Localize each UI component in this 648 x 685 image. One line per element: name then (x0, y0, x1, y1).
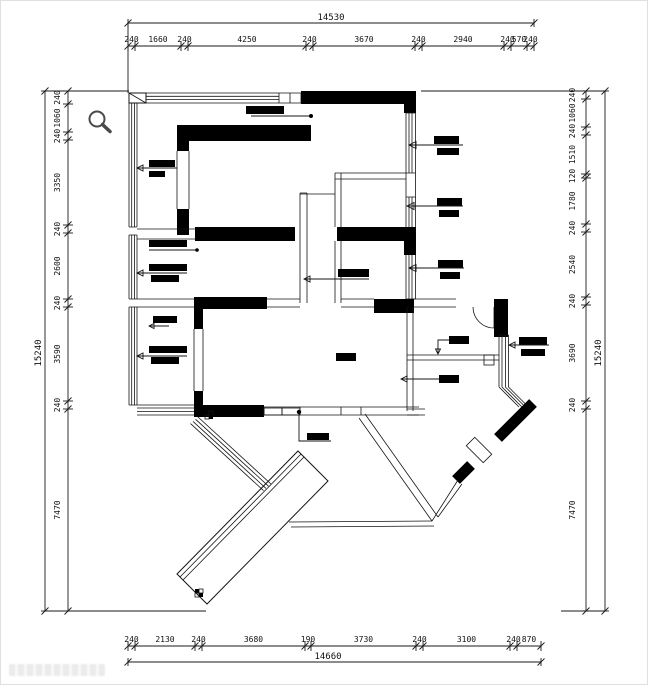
callout-label (149, 160, 175, 167)
window-left-3 (129, 307, 137, 405)
wall-h2-black-b (374, 299, 414, 313)
callout-label (153, 316, 177, 323)
callout-label (439, 210, 459, 217)
dim-label: 3590 (53, 344, 62, 364)
dim-label: 240 (568, 87, 577, 103)
dim-label: 2600 (53, 256, 62, 276)
wall-h2-black (195, 297, 267, 309)
chamfer-wall-a (498, 403, 533, 438)
dim-label: 240 (302, 35, 317, 44)
callout-label (437, 198, 462, 206)
dim-label: 3350 (53, 172, 62, 193)
small-room-top (335, 173, 406, 227)
leader-dot (195, 248, 199, 252)
lr-room-top (413, 299, 456, 307)
callout-label (149, 171, 165, 177)
dim-label: 2540 (568, 254, 577, 275)
zoom-icon[interactable] (90, 112, 111, 132)
opening-right (406, 173, 416, 197)
window-right-3 (406, 255, 416, 299)
dim-label: 4250 (237, 35, 257, 44)
wall-h2-thin-b (267, 299, 374, 307)
dim-label: 3100 (456, 635, 477, 644)
callout-label (149, 346, 187, 353)
dim-label: 240 (124, 35, 139, 44)
dim-label: 240 (568, 293, 577, 309)
lr-window (499, 335, 509, 387)
callout-label (438, 260, 463, 268)
dim-label: 2940 (453, 35, 473, 44)
dim-label: 1060 (568, 103, 577, 123)
dim-label: 240 (568, 220, 577, 236)
watermark (9, 664, 105, 676)
dim-label: 3690 (568, 343, 577, 363)
callout-label (440, 272, 460, 279)
dim-label: 240 (411, 35, 426, 44)
dim-label: 1510 (568, 144, 577, 165)
dim-label: 240 (568, 123, 577, 139)
dim-label: 240 (506, 635, 521, 644)
wall-h1-black-a (195, 227, 295, 241)
checker-door-tip (195, 589, 203, 597)
lr-room-left (407, 307, 425, 415)
dim-total: 15240 (594, 339, 604, 367)
lr-window-diag (499, 387, 529, 407)
dim-total: 14530 (317, 13, 345, 23)
terrace-right-edge (359, 414, 438, 521)
terrace-bottom (289, 521, 434, 527)
dim-label: 240 (191, 635, 206, 644)
dim-label: 1060 (53, 108, 62, 128)
dim-label: 240 (53, 221, 62, 237)
stub-2 (177, 209, 189, 235)
callout-label (439, 375, 459, 383)
wall-h2-thin (137, 299, 195, 307)
callout-labels (137, 106, 549, 441)
wall-v-big-bot (194, 391, 203, 417)
leader-dot (309, 114, 313, 118)
window-left-2 (129, 235, 137, 299)
window-bottom (137, 405, 194, 415)
chamfer-door (466, 437, 491, 462)
callout-label (336, 353, 356, 361)
leader (149, 324, 169, 329)
callout-label (149, 264, 187, 271)
walls (129, 91, 533, 604)
dim-label: 240 (412, 635, 427, 644)
dim-label: 7470 (53, 500, 62, 520)
dim-label: 120 (568, 168, 577, 184)
floor-plan-svg (1, 1, 648, 685)
dim-total: 14660 (314, 652, 342, 662)
callout-label (449, 336, 469, 344)
terrace-railing (191, 417, 272, 491)
dim-label: 570 (511, 35, 527, 44)
window-left-1 (129, 103, 137, 227)
dim-label: 3730 (353, 635, 374, 644)
arm-railing (180, 454, 304, 580)
dim-label: 240 (523, 35, 538, 44)
dim-label: 1780 (568, 191, 577, 211)
wall-v-big-mid (194, 329, 203, 391)
callout-label (521, 349, 545, 356)
chamfer-wall-b (456, 465, 471, 480)
wall-h1-black-b (337, 227, 413, 241)
callout-label (151, 357, 179, 364)
window-right-1 (406, 113, 416, 173)
leader (401, 376, 439, 382)
opening-top (279, 93, 301, 103)
corner-black (404, 91, 416, 113)
dim-label: 870 (521, 635, 537, 644)
callout-label (338, 269, 369, 277)
dim-label: 240 (53, 397, 62, 413)
callout-label (149, 240, 187, 247)
wall-v-corridor (300, 193, 335, 303)
door-arc (473, 307, 494, 328)
callout-label (307, 433, 329, 440)
wall-bottom-black (194, 405, 264, 417)
dim-label: 3670 (354, 35, 374, 44)
corner-diagonal (129, 93, 146, 103)
dim-label: 190 (300, 635, 316, 644)
interior-wall-L (177, 125, 311, 141)
stub-1 (177, 125, 189, 151)
lr-partition (407, 355, 499, 360)
dim-label: 7470 (568, 500, 577, 520)
dim-total: 15240 (34, 339, 44, 367)
dim-label: 240 (53, 128, 62, 144)
dim-label: 240 (568, 397, 577, 413)
dim-label: 3680 (243, 635, 264, 644)
leader (436, 340, 450, 354)
closet-lines (177, 151, 189, 209)
dim-label: 240 (177, 35, 192, 44)
wall-v-big-top (194, 297, 203, 329)
callout-label (434, 136, 459, 144)
dim-label: 240 (53, 295, 62, 311)
door-mark-1 (264, 408, 282, 415)
window-top (146, 93, 279, 103)
dim-label: 240 (500, 35, 515, 44)
dim-label: 240 (53, 90, 62, 105)
callout-label (437, 148, 459, 155)
dim-label: 240 (124, 635, 139, 644)
callout-label (246, 106, 284, 114)
callout-label (151, 275, 179, 282)
wall-top-black (301, 91, 413, 104)
callout-label (519, 337, 547, 345)
window-right-2 (406, 197, 416, 227)
balcony-arm (177, 451, 328, 604)
lr-room-black (494, 299, 508, 337)
dim-label: 2130 (155, 635, 175, 644)
dim-label: 1660 (148, 35, 168, 44)
